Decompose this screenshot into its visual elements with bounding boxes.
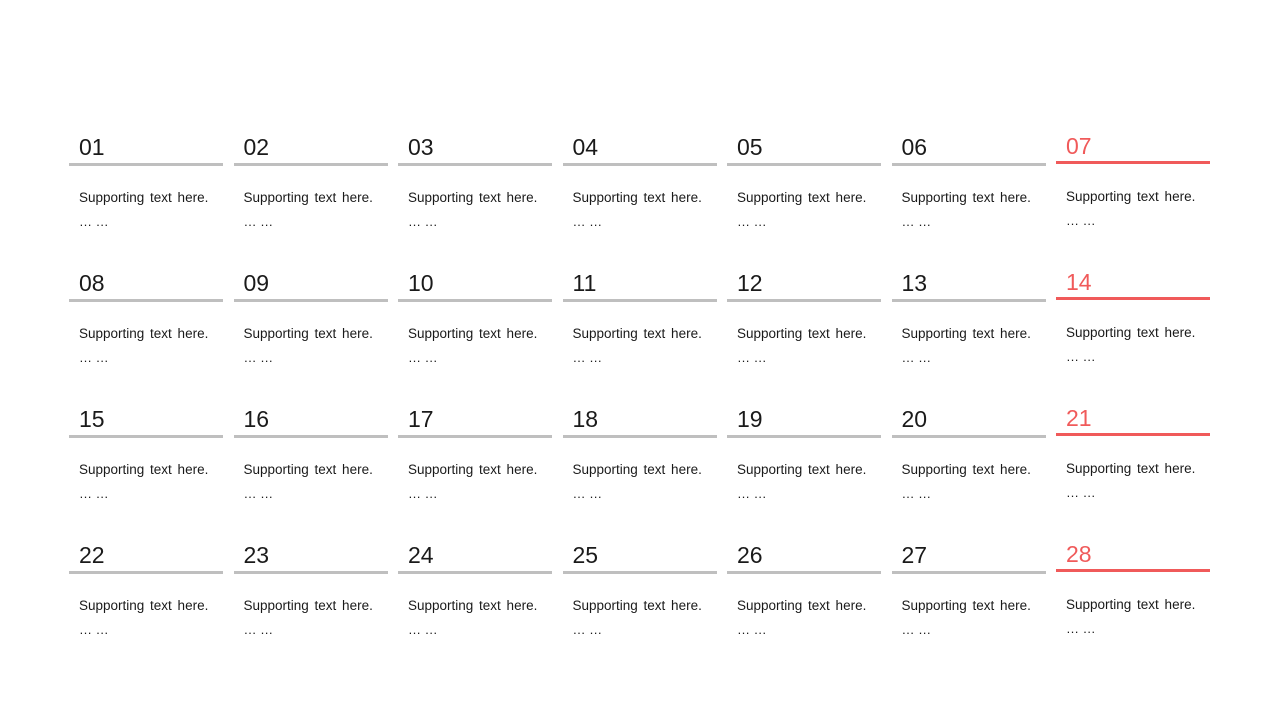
day-divider — [892, 299, 1046, 302]
supporting-text: Supporting text here. — [572, 190, 702, 205]
day-number: 20 — [901, 406, 928, 432]
ellipsis-text: … … — [79, 486, 109, 501]
day-divider — [398, 571, 552, 574]
day-divider — [892, 163, 1046, 166]
day-divider — [398, 435, 552, 438]
supporting-text: Supporting text here. — [901, 598, 1031, 613]
day-number: 18 — [572, 406, 599, 432]
day-number: 21 — [1066, 405, 1092, 431]
day-number: 28 — [1066, 541, 1092, 567]
day-divider — [69, 571, 223, 574]
day-number: 03 — [408, 134, 434, 160]
day-cell — [398, 128, 552, 264]
day-divider — [563, 299, 717, 302]
day-divider — [69, 299, 223, 302]
day-number: 19 — [737, 406, 763, 432]
day-cell — [892, 128, 1046, 264]
day-divider — [563, 163, 717, 166]
supporting-text: Supporting text here. — [79, 598, 209, 613]
day-cell — [727, 264, 881, 400]
day-number: 01 — [79, 134, 105, 160]
ellipsis-text: … … — [79, 350, 109, 365]
day-divider — [727, 299, 881, 302]
ellipsis-text: … … — [243, 486, 274, 501]
day-divider — [234, 435, 388, 438]
day-number: 15 — [79, 406, 105, 432]
day-cell — [1056, 128, 1210, 264]
day-number: 24 — [408, 542, 434, 568]
ellipsis-text: … … — [79, 214, 109, 229]
day-number: 02 — [243, 134, 270, 160]
supporting-text: Supporting text here. — [737, 598, 867, 613]
day-number: 26 — [737, 542, 763, 568]
day-divider — [727, 571, 881, 574]
supporting-text: Supporting text here. — [737, 326, 867, 341]
day-cell — [234, 128, 388, 264]
supporting-text: Supporting text here. — [243, 190, 373, 205]
ellipsis-text: … … — [572, 214, 603, 229]
day-divider — [563, 571, 717, 574]
supporting-text: Supporting text here. — [1066, 461, 1196, 476]
day-number: 17 — [408, 406, 434, 432]
supporting-text: Supporting text here. — [901, 462, 1031, 477]
day-number: 27 — [901, 542, 928, 568]
day-divider — [398, 163, 552, 166]
day-cell — [398, 264, 552, 400]
ellipsis-text: … … — [737, 350, 767, 365]
ellipsis-text: … … — [243, 214, 274, 229]
day-divider — [234, 163, 388, 166]
supporting-text: Supporting text here. — [901, 190, 1031, 205]
ellipsis-text: … … — [572, 622, 603, 637]
day-divider — [1056, 569, 1210, 572]
ellipsis-text: … … — [901, 214, 932, 229]
supporting-text: Supporting text here. — [408, 598, 538, 613]
supporting-text: Supporting text here. — [79, 190, 209, 205]
day-cell — [563, 264, 717, 400]
day-divider — [892, 435, 1046, 438]
calendar-grid — [69, 128, 1210, 672]
day-divider — [234, 571, 388, 574]
day-number: 16 — [243, 406, 270, 432]
day-number: 11 — [572, 270, 597, 296]
supporting-text: Supporting text here. — [408, 462, 538, 477]
ellipsis-text: … … — [572, 350, 603, 365]
day-cell — [892, 400, 1046, 536]
day-cell — [69, 400, 223, 536]
day-divider — [1056, 433, 1210, 436]
ellipsis-text: … … — [1066, 485, 1096, 500]
ellipsis-text: … … — [1066, 213, 1096, 228]
day-number: 14 — [1066, 269, 1092, 295]
day-divider — [727, 435, 881, 438]
day-cell — [234, 536, 388, 672]
ellipsis-text: … … — [737, 214, 767, 229]
ellipsis-text: … … — [408, 350, 438, 365]
ellipsis-text: … … — [572, 486, 603, 501]
supporting-text: Supporting text here. — [737, 462, 867, 477]
day-cell — [727, 536, 881, 672]
day-cell — [398, 400, 552, 536]
day-cell — [1056, 536, 1210, 672]
day-cell — [727, 128, 881, 264]
day-divider — [727, 163, 881, 166]
ellipsis-text: … … — [901, 486, 932, 501]
day-number: 25 — [572, 542, 599, 568]
day-divider — [892, 571, 1046, 574]
day-cell — [398, 536, 552, 672]
ellipsis-text: … … — [408, 486, 438, 501]
day-number: 12 — [737, 270, 763, 296]
day-number: 06 — [901, 134, 928, 160]
day-cell — [727, 400, 881, 536]
day-cell — [1056, 264, 1210, 400]
supporting-text: Supporting text here. — [737, 190, 867, 205]
day-cell — [69, 264, 223, 400]
ellipsis-text: … … — [901, 622, 932, 637]
supporting-text: Supporting text here. — [408, 190, 538, 205]
day-divider — [1056, 297, 1210, 300]
supporting-text: Supporting text here. — [572, 326, 702, 341]
supporting-text: Supporting text here. — [408, 326, 538, 341]
day-divider — [69, 435, 223, 438]
day-number: 22 — [79, 542, 105, 568]
day-number: 23 — [243, 542, 270, 568]
supporting-text: Supporting text here. — [572, 598, 702, 613]
day-number: 05 — [737, 134, 763, 160]
ellipsis-text: … … — [1066, 621, 1096, 636]
day-number: 04 — [572, 134, 599, 160]
supporting-text: Supporting text here. — [901, 326, 1031, 341]
day-number: 09 — [243, 270, 270, 296]
day-cell — [892, 264, 1046, 400]
supporting-text: Supporting text here. — [572, 462, 702, 477]
supporting-text: Supporting text here. — [243, 598, 373, 613]
day-cell — [563, 128, 717, 264]
supporting-text: Supporting text here. — [243, 462, 373, 477]
ellipsis-text: … … — [79, 622, 109, 637]
day-divider — [234, 299, 388, 302]
ellipsis-text: … … — [408, 622, 438, 637]
day-divider — [1056, 161, 1210, 164]
day-cell — [234, 264, 388, 400]
day-cell — [563, 400, 717, 536]
day-cell — [69, 536, 223, 672]
supporting-text: Supporting text here. — [243, 326, 373, 341]
day-number: 10 — [408, 270, 434, 296]
supporting-text: Supporting text here. — [79, 462, 209, 477]
day-number: 13 — [901, 270, 928, 296]
day-cell — [892, 536, 1046, 672]
day-cell — [234, 400, 388, 536]
ellipsis-text: … … — [1066, 349, 1096, 364]
ellipsis-text: … … — [737, 486, 767, 501]
day-cell — [563, 536, 717, 672]
supporting-text: Supporting text here. — [1066, 325, 1196, 340]
day-divider — [398, 299, 552, 302]
day-divider — [69, 163, 223, 166]
supporting-text: Supporting text here. — [79, 326, 209, 341]
day-cell — [69, 128, 223, 264]
day-number: 08 — [79, 270, 105, 296]
ellipsis-text: … … — [737, 622, 767, 637]
ellipsis-text: … … — [243, 350, 274, 365]
supporting-text: Supporting text here. — [1066, 597, 1196, 612]
ellipsis-text: … … — [901, 350, 932, 365]
ellipsis-text: … … — [243, 622, 274, 637]
day-cell — [1056, 400, 1210, 536]
day-divider — [563, 435, 717, 438]
ellipsis-text: … … — [408, 214, 438, 229]
day-number: 07 — [1066, 133, 1092, 159]
supporting-text: Supporting text here. — [1066, 189, 1196, 204]
